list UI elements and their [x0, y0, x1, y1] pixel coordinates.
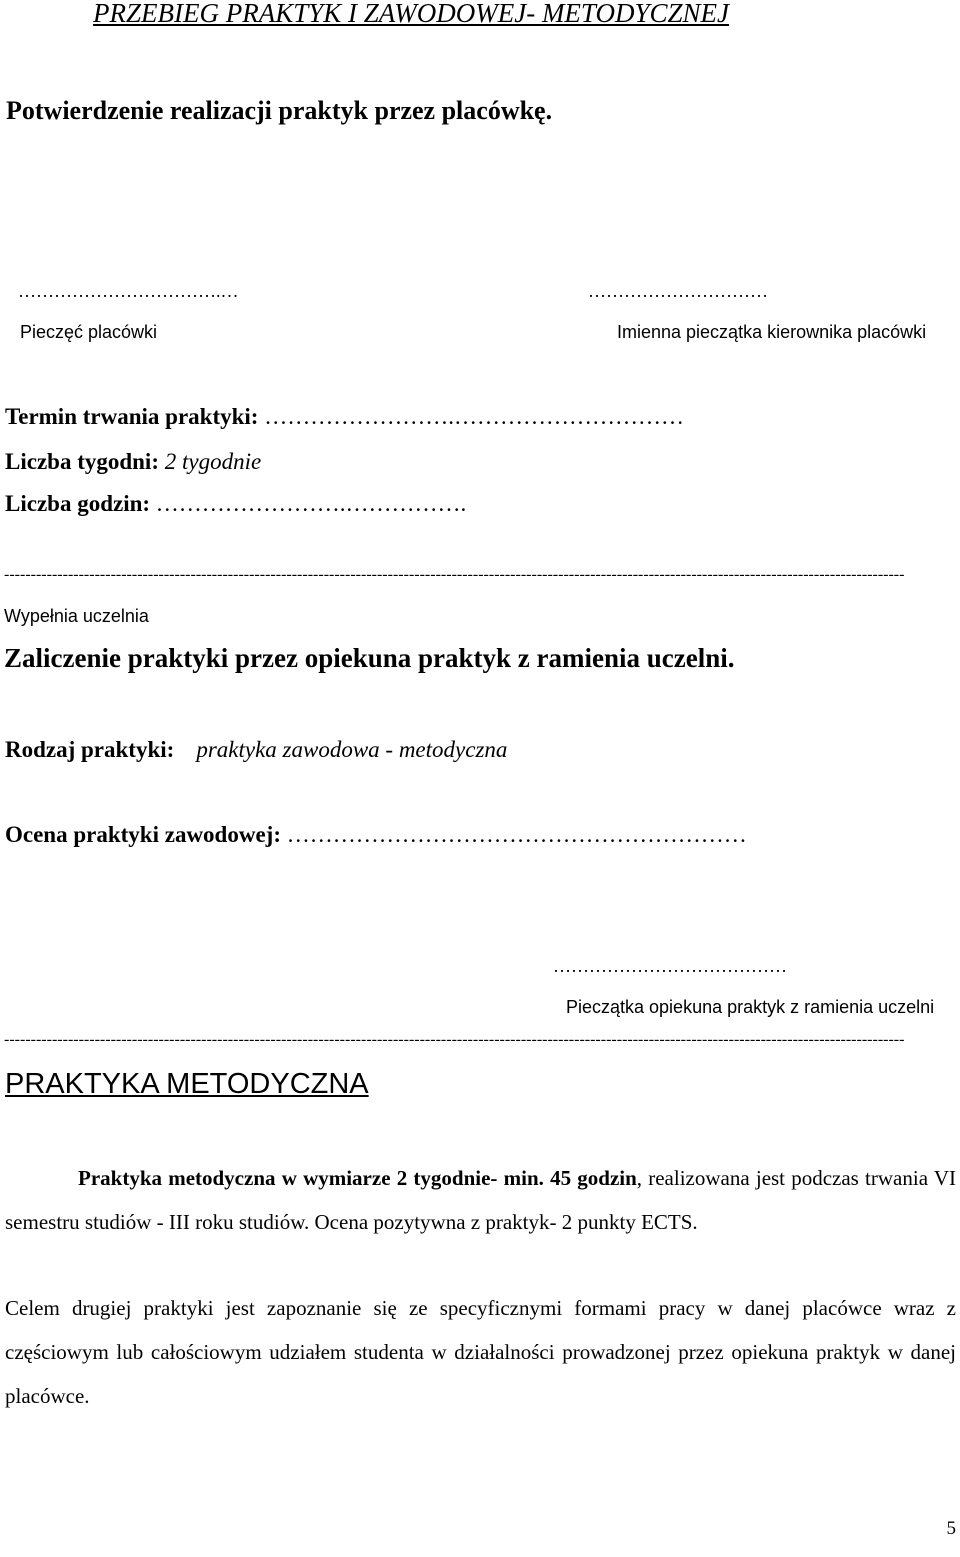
separator-line-1: -------------------------------------------------------------------------------------------------------------------------------------------------------------------------	[4, 566, 905, 583]
university-heading: Zaliczenie praktyki przez opiekuna praktyk z ramienia uczelni.	[4, 643, 735, 673]
director-stamp-dotted-line: …………………………	[588, 281, 768, 301]
institution-stamp-dotted-line: …………………………….…	[18, 281, 239, 301]
document-title: PRZEBIEG PRAKTYK I ZAWODOWEJ- METODYCZNEJ	[93, 0, 729, 28]
methodical-paragraph-2: Celem drugiej praktyki jest zapoznanie się ze specyficznymi formami pracy w danej placówce wraz z częściowym lub całościowym udziałem studenta w działalności prowadzonej przez opiekuna praktyk w danej placówce.	[5, 1296, 956, 1408]
supervisor-stamp-label: Pieczątka opiekuna praktyk z ramienia uczelni	[566, 997, 935, 1017]
paragraph-1-bold: Praktyka metodyczna w wymiarze 2 tygodnie- min. 45 godzin	[78, 1166, 637, 1190]
field-termin	[5, 404, 684, 430]
filled-by-university-label: Wypełnia uczelnia	[4, 606, 149, 626]
field-godzin	[5, 491, 466, 517]
termin-value: …………………….…………………………	[258, 404, 684, 429]
director-stamp-label: Imienna pieczątka kierownika placówki	[617, 322, 927, 342]
grade-value: ……………………………………………………	[280, 822, 747, 847]
godzin-label: Liczba godzin:	[5, 491, 151, 516]
confirmation-heading: Potwierdzenie realizacji praktyk przez placówkę.	[6, 96, 553, 125]
paragraph-1-rest: , realizowana jest podczas trwania VI semestru studiów - III roku studiów. Ocena pozytywna z praktyk- 2 punkty ECTS.	[5, 1166, 956, 1234]
separator-line-2: -------------------------------------------------------------------------------------------------------------------------------------------------------------------------	[4, 1031, 905, 1048]
practice-type-value: praktyka zawodowa - metodyczna	[196, 737, 508, 762]
godzin-value: …………………….…………….	[150, 491, 467, 516]
supervisor-stamp-dotted-line: …………………………………	[553, 956, 787, 976]
methodical-practice-heading: PRAKTYKA METODYCZNA	[5, 1068, 369, 1100]
grade-label: Ocena praktyki zawodowej:	[5, 822, 281, 847]
tygodni-value: 2 tygodnie	[158, 449, 262, 474]
termin-label: Termin trwania praktyki:	[5, 404, 259, 429]
field-tygodni	[5, 449, 261, 475]
tygodni-label: Liczba tygodni:	[5, 449, 159, 474]
page-number: 5	[946, 1518, 956, 1539]
practice-type-label: Rodzaj praktyki:	[5, 737, 175, 762]
methodical-paragraph-1	[5, 1156, 956, 1244]
institution-stamp-label: Pieczęć placówki	[20, 322, 158, 342]
practice-type-row	[5, 737, 507, 763]
grade-row	[5, 822, 747, 848]
